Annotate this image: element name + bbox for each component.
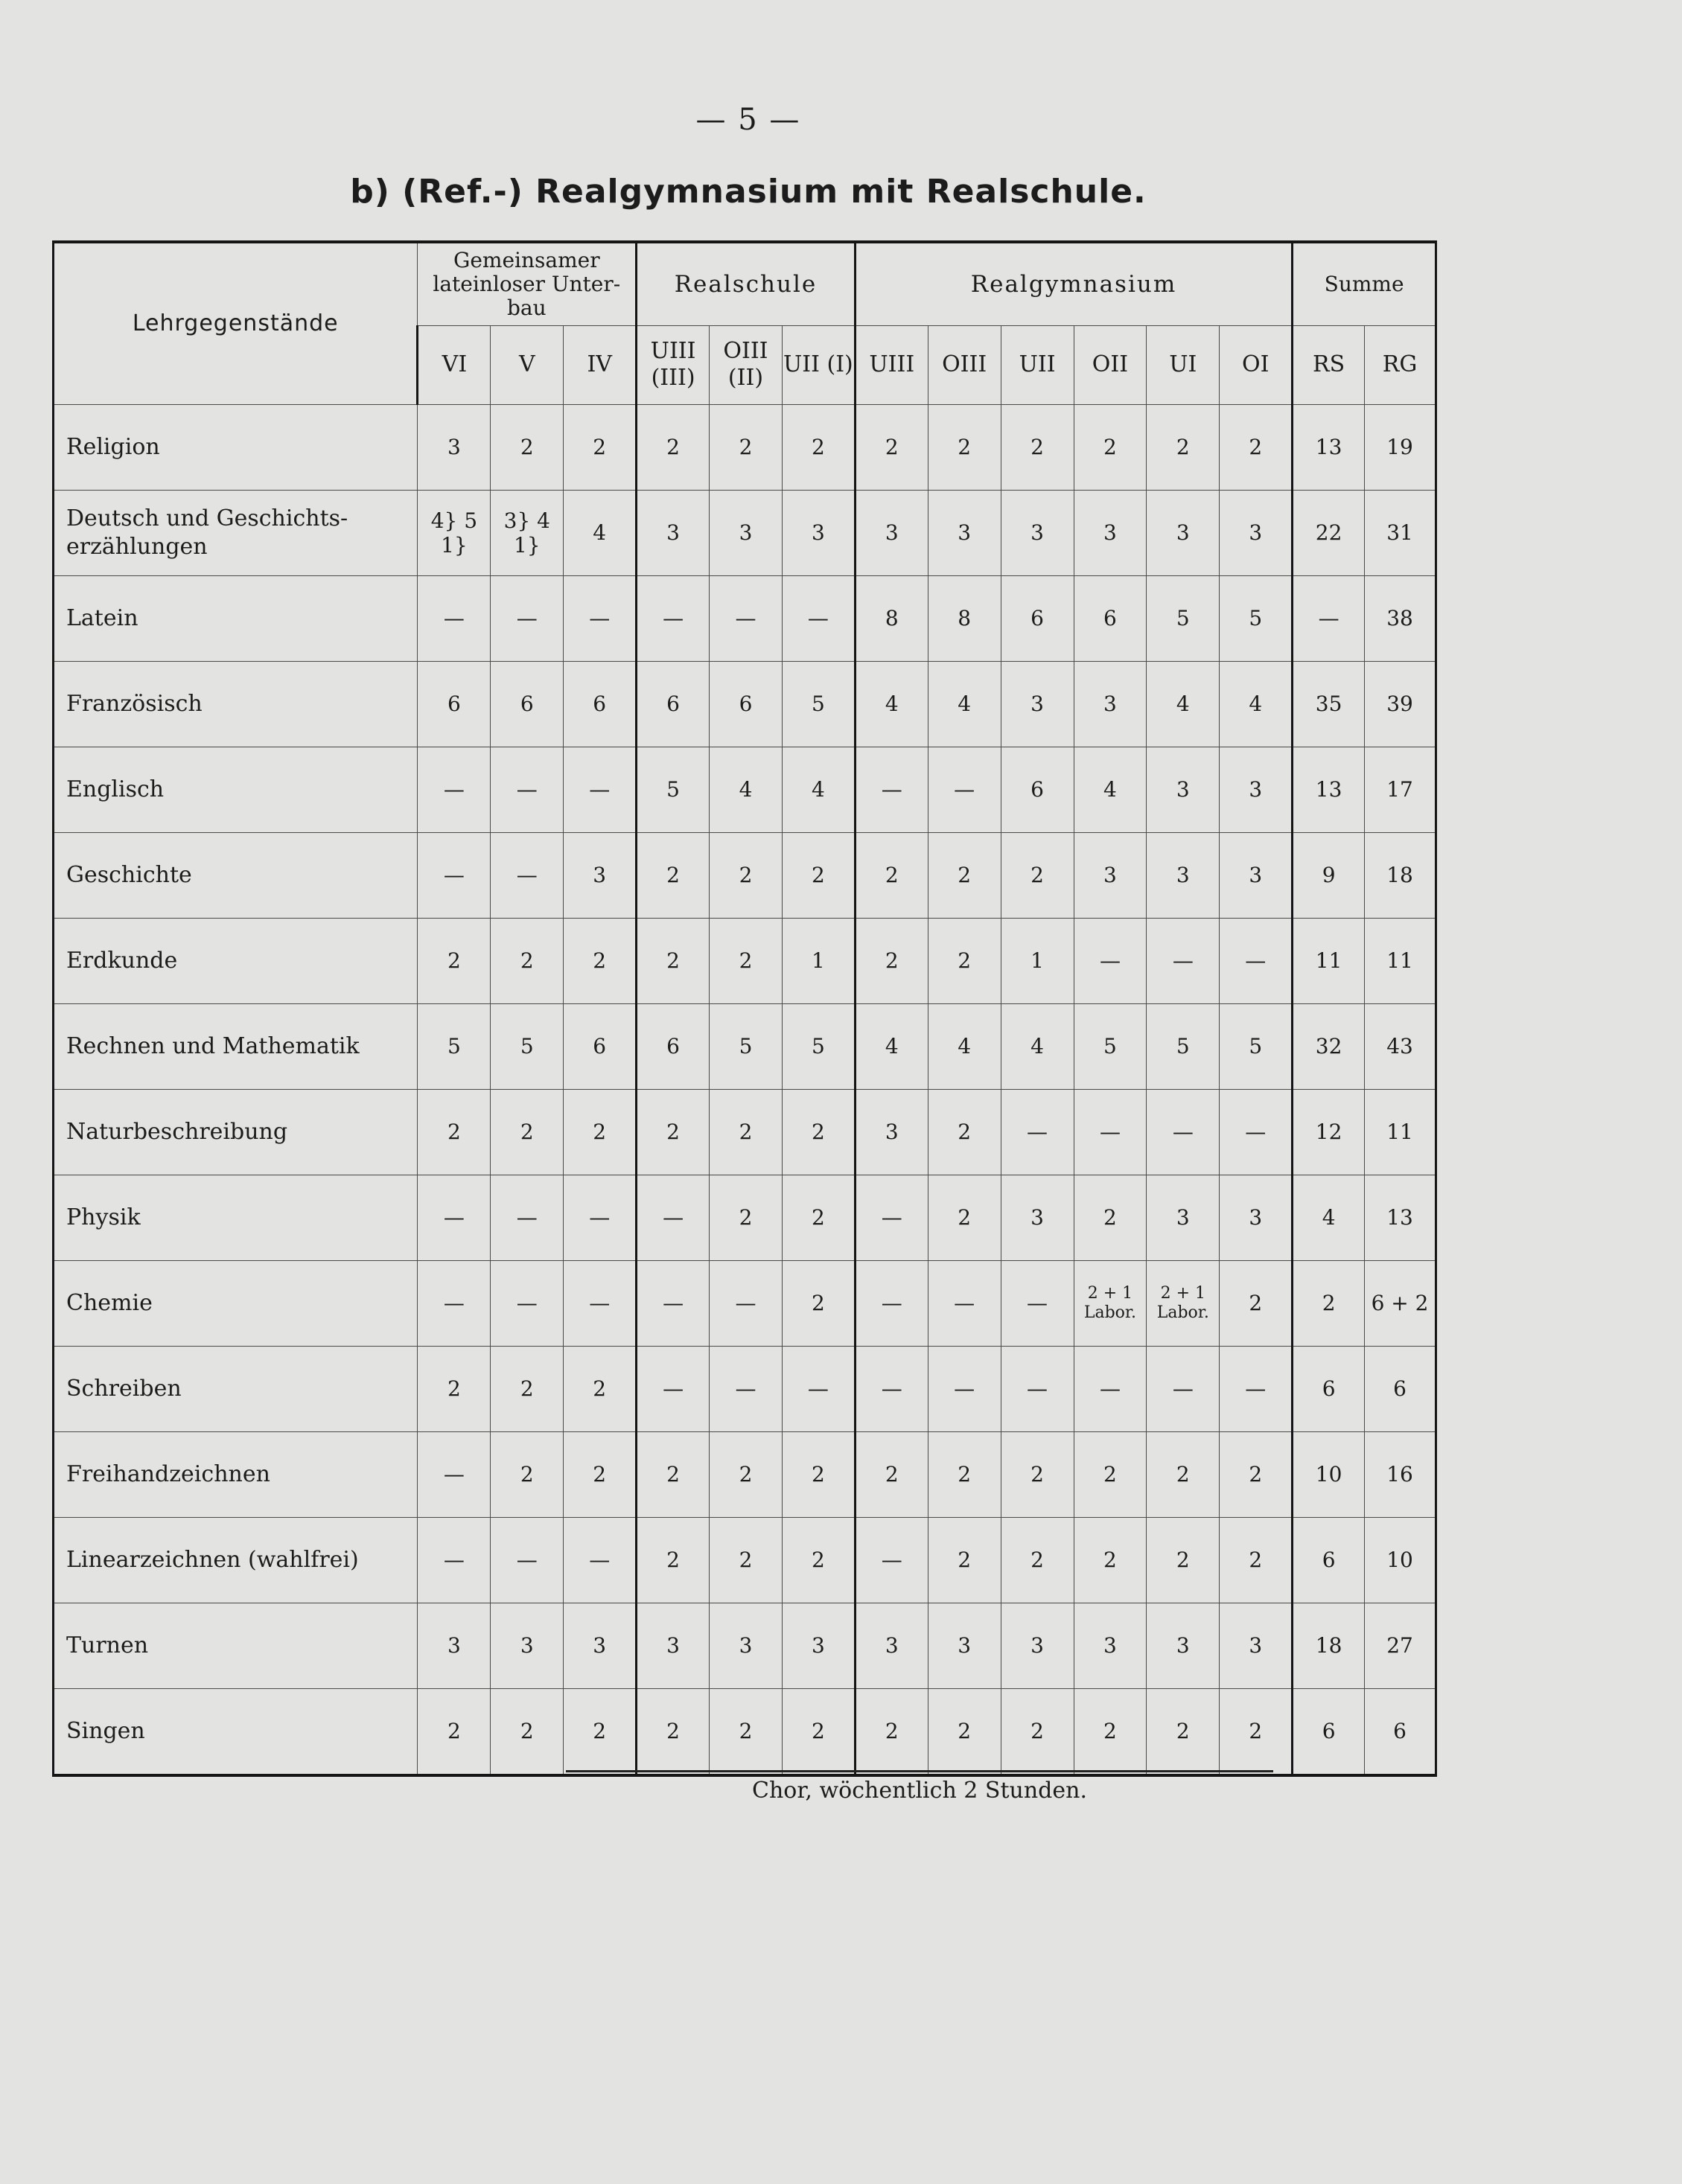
subject-label: Rechnen und Mathematik — [66, 1032, 360, 1059]
table-cell: — — [928, 1260, 1001, 1346]
subject-name — [54, 1688, 418, 1775]
table-cell: 4 — [782, 747, 855, 832]
table-cell: 2 — [418, 918, 491, 1003]
table-cell: — — [564, 575, 637, 661]
table-cell: 5 — [1147, 1003, 1220, 1089]
table-cell: 2 — [782, 1688, 855, 1775]
table-cell: 2 — [1220, 1688, 1293, 1775]
table-cell: 4 — [1147, 661, 1220, 747]
table-cell: — — [1220, 1346, 1293, 1431]
table-cell: 27 — [1365, 1603, 1436, 1688]
table-row — [54, 1431, 1436, 1517]
table-cell: 4 — [855, 661, 928, 747]
subheader-col: VI — [418, 325, 491, 404]
table-row — [54, 661, 1436, 747]
table-cell: 2 — [564, 1346, 637, 1431]
table-cell: 2 — [928, 918, 1001, 1003]
table-cell: — — [1001, 1089, 1074, 1175]
table-cell: — — [418, 575, 491, 661]
table-cell: 3 — [855, 1603, 928, 1688]
table-cell: 2 — [710, 1175, 783, 1260]
table-cell: 2 + 1 Labor. — [1147, 1260, 1220, 1346]
table-cell: 2 — [928, 1089, 1001, 1175]
table-cell: 5 — [782, 1003, 855, 1089]
table-cell: — — [782, 1346, 855, 1431]
table-cell: 3 — [782, 1603, 855, 1688]
table-cell: 3 — [637, 1603, 710, 1688]
table-cell: 2 — [1220, 1260, 1293, 1346]
table-cell: 2 — [637, 1431, 710, 1517]
subheader-col: OIII — [928, 325, 1001, 404]
table-cell: 6 — [1074, 575, 1147, 661]
table-cell: 5 — [1220, 1003, 1293, 1089]
header-group-summe: Summe — [1293, 242, 1436, 325]
table-cell: 2 — [564, 404, 637, 490]
table-cell: 6 — [1293, 1517, 1365, 1603]
table-cell: 2 — [928, 1688, 1001, 1775]
table-cell: 2 — [1147, 1688, 1220, 1775]
table-row — [54, 1089, 1436, 1175]
table-cell: 3} 4 1} — [491, 490, 564, 575]
table-cell: 2 — [782, 1260, 855, 1346]
subject-label: Deutsch und Geschichts-erzählungen — [66, 505, 348, 560]
table-cell: 3 — [418, 404, 491, 490]
table-cell: 2 — [564, 1431, 637, 1517]
table-cell: 6 + 2 — [1365, 1260, 1436, 1346]
table-cell: 12 — [1293, 1089, 1365, 1175]
table-cell: 2 — [637, 832, 710, 918]
table-cell: — — [855, 1260, 928, 1346]
table-cell: 8 — [928, 575, 1001, 661]
table-cell: 2 — [418, 1688, 491, 1775]
table-cell: 2 — [928, 1517, 1001, 1603]
subject-label: Chemie — [66, 1289, 153, 1316]
table-cell: 2 — [491, 1431, 564, 1517]
table-cell: 3 — [928, 490, 1001, 575]
table-cell: — — [637, 1260, 710, 1346]
subject-label: Singen — [66, 1717, 145, 1744]
table-cell: — — [1147, 918, 1220, 1003]
table-cell: 2 + 1 Labor. — [1074, 1260, 1147, 1346]
subject-name — [54, 1431, 418, 1517]
table-cell: 9 — [1293, 832, 1365, 918]
table-cell: 2 — [491, 1089, 564, 1175]
table-cell: 3 — [1001, 1175, 1074, 1260]
table-cell: 16 — [1365, 1431, 1436, 1517]
table-cell: — — [418, 1517, 491, 1603]
table-cell: 3 — [1147, 1603, 1220, 1688]
table-cell: 6 — [1293, 1688, 1365, 1775]
table-cell: 6 — [491, 661, 564, 747]
table-cell: 6 — [564, 1003, 637, 1089]
table-cell: 6 — [1293, 1346, 1365, 1431]
table-row — [54, 1346, 1436, 1431]
table-cell: 5 — [782, 661, 855, 747]
table-cell: 3 — [491, 1603, 564, 1688]
table-cell: 2 — [637, 1089, 710, 1175]
table-cell: — — [1220, 918, 1293, 1003]
table-cell: 4 — [710, 747, 783, 832]
table-cell: 18 — [1293, 1603, 1365, 1688]
subject-label: Freihandzeichnen — [66, 1460, 270, 1487]
table-cell: 2 — [782, 1517, 855, 1603]
table-cell: 3 — [1220, 1603, 1293, 1688]
table-cell: — — [1074, 918, 1147, 1003]
subheader-col: V — [491, 325, 564, 404]
header-group-realgymnasium: Realgymnasium — [855, 242, 1292, 325]
table-cell: 13 — [1293, 747, 1365, 832]
table-cell: 2 — [710, 404, 783, 490]
table-cell: 2 — [710, 1517, 783, 1603]
subject-label: Englisch — [66, 776, 165, 802]
table-cell: 39 — [1365, 661, 1436, 747]
table-cell: 4 — [1001, 1003, 1074, 1089]
table-row — [54, 1517, 1436, 1603]
table-cell: — — [637, 575, 710, 661]
table-cell: 2 — [1220, 1431, 1293, 1517]
table-row — [54, 1603, 1436, 1688]
table-cell: 2 — [710, 832, 783, 918]
subject-label: Latein — [66, 604, 138, 631]
subject-name — [54, 490, 418, 575]
table-cell: 5 — [1147, 575, 1220, 661]
table-cell: 10 — [1293, 1431, 1365, 1517]
table-cell: 2 — [782, 1089, 855, 1175]
table-cell: 3 — [1220, 490, 1293, 575]
table-cell: — — [1074, 1089, 1147, 1175]
table-cell: 3 — [710, 1603, 783, 1688]
table-cell: 2 — [1074, 1688, 1147, 1775]
table-cell: 35 — [1293, 661, 1365, 747]
table-cell: 3 — [1074, 832, 1147, 918]
table-cell: 2 — [1147, 1517, 1220, 1603]
table-cell: — — [855, 1175, 928, 1260]
subject-name — [54, 1603, 418, 1688]
table-cell: 2 — [928, 1175, 1001, 1260]
table-row — [54, 832, 1436, 918]
table-cell: 2 — [1147, 404, 1220, 490]
table-cell: 2 — [1293, 1260, 1365, 1346]
table-cell: 3 — [1147, 1175, 1220, 1260]
table-cell: 6 — [1365, 1346, 1436, 1431]
table-cell: — — [928, 747, 1001, 832]
table-cell: 4 — [855, 1003, 928, 1089]
table-cell: 4 — [1220, 661, 1293, 747]
table-cell: 5 — [1220, 575, 1293, 661]
table-cell: 4 — [928, 661, 1001, 747]
curriculum-table — [52, 240, 1437, 1777]
table-cell: — — [855, 747, 928, 832]
table-cell: 6 — [637, 661, 710, 747]
table-cell: 11 — [1365, 1089, 1436, 1175]
table-cell: — — [491, 832, 564, 918]
table-cell: 2 — [855, 832, 928, 918]
table-cell: 6 — [710, 661, 783, 747]
table-row — [54, 918, 1436, 1003]
table-cell: 5 — [1074, 1003, 1147, 1089]
table-cell: 2 — [782, 1431, 855, 1517]
table-cell: 2 — [928, 832, 1001, 918]
subject-name — [54, 575, 418, 661]
table-cell: — — [418, 1175, 491, 1260]
table-cell: — — [1147, 1346, 1220, 1431]
table-cell: 2 — [710, 1089, 783, 1175]
table-cell: 6 — [637, 1003, 710, 1089]
table-cell: 3 — [1147, 747, 1220, 832]
table-cell: 4} 5 1} — [418, 490, 491, 575]
table-cell: — — [491, 747, 564, 832]
table-cell: 3 — [1220, 832, 1293, 918]
table-cell: 2 — [855, 1688, 928, 1775]
table-cell: 5 — [637, 747, 710, 832]
subject-name — [54, 1175, 418, 1260]
table-cell: 2 — [637, 1688, 710, 1775]
subheader-col: OII — [1074, 325, 1147, 404]
subject-name — [54, 404, 418, 490]
table-cell: 2 — [491, 1346, 564, 1431]
table-cell: 6 — [1001, 747, 1074, 832]
table-cell: 3 — [1001, 1603, 1074, 1688]
footnote-chor: Chor, wöchentlich 2 Stunden. — [752, 1778, 1087, 1804]
subject-label: Schreiben — [66, 1375, 182, 1402]
table-cell: 18 — [1365, 832, 1436, 918]
table-cell: — — [418, 1260, 491, 1346]
table-cell: 13 — [1365, 1175, 1436, 1260]
table-cell: — — [491, 575, 564, 661]
table-cell: 3 — [1147, 490, 1220, 575]
table-cell: 2 — [491, 404, 564, 490]
table-cell: 2 — [1001, 1688, 1074, 1775]
table-cell: 2 — [1001, 1431, 1074, 1517]
table-cell: 38 — [1365, 575, 1436, 661]
table-row — [54, 1175, 1436, 1260]
subheader-col: UII — [1001, 325, 1074, 404]
table-cell: 11 — [1365, 918, 1436, 1003]
table-cell: 3 — [418, 1603, 491, 1688]
table-cell: 2 — [1074, 1431, 1147, 1517]
table-row — [54, 1688, 1436, 1775]
subject-label: Geschichte — [66, 861, 192, 888]
table-cell: 3 — [1220, 747, 1293, 832]
table-cell: — — [710, 575, 783, 661]
table-cell: 2 — [564, 1089, 637, 1175]
table-cell: 2 — [564, 918, 637, 1003]
table-cell: — — [491, 1175, 564, 1260]
table-cell: 3 — [1074, 661, 1147, 747]
table-cell: 2 — [710, 1431, 783, 1517]
table-cell: 2 — [710, 1688, 783, 1775]
table-cell: — — [564, 1260, 637, 1346]
subject-label: Turnen — [66, 1632, 149, 1658]
table-cell: — — [418, 832, 491, 918]
table-cell: 2 — [1147, 1431, 1220, 1517]
table-cell: 11 — [1293, 918, 1365, 1003]
table-cell: 22 — [1293, 490, 1365, 575]
subject-name — [54, 832, 418, 918]
table-cell: — — [855, 1346, 928, 1431]
table-cell: — — [418, 1431, 491, 1517]
subject-name — [54, 1089, 418, 1175]
table-cell: — — [564, 1517, 637, 1603]
table-cell: 3 — [637, 490, 710, 575]
subheader-col: IV — [564, 325, 637, 404]
table-cell: 2 — [1001, 404, 1074, 490]
table-row — [54, 404, 1436, 490]
subject-name — [54, 1003, 418, 1089]
table-cell: 2 — [491, 918, 564, 1003]
table-cell: 5 — [710, 1003, 783, 1089]
table-cell: 6 — [564, 661, 637, 747]
table-cell: 32 — [1293, 1003, 1365, 1089]
subject-label: Linearzeichnen (wahlfrei) — [66, 1546, 359, 1573]
table-cell: 3 — [1074, 1603, 1147, 1688]
table-cell: 2 — [710, 918, 783, 1003]
header-group-realschule: Realschule — [637, 242, 856, 325]
subheader-col: RS — [1293, 325, 1365, 404]
table-cell: 2 — [782, 832, 855, 918]
table-cell: 43 — [1365, 1003, 1436, 1089]
table-cell: — — [782, 575, 855, 661]
subject-label: Französisch — [66, 690, 203, 717]
table-cell: 5 — [418, 1003, 491, 1089]
table-cell: — — [418, 747, 491, 832]
table-cell: 3 — [782, 490, 855, 575]
table-cell: 2 — [1074, 1175, 1147, 1260]
table-cell: — — [1147, 1089, 1220, 1175]
table-cell: 13 — [1293, 404, 1365, 490]
table-cell: 2 — [928, 404, 1001, 490]
table-cell: 3 — [1001, 490, 1074, 575]
subheader-col: UI — [1147, 325, 1220, 404]
table-cell: 31 — [1365, 490, 1436, 575]
table-cell: 2 — [855, 404, 928, 490]
table-cell: 2 — [782, 404, 855, 490]
subheader-col: UII (I) — [782, 325, 855, 404]
subject-label: Physik — [66, 1204, 141, 1230]
table-cell: 2 — [637, 918, 710, 1003]
table-cell: 2 — [782, 1175, 855, 1260]
table-row — [54, 1003, 1436, 1089]
table-cell: 2 — [637, 1517, 710, 1603]
table-cell: 3 — [1147, 832, 1220, 918]
table-cell: 3 — [855, 1089, 928, 1175]
subheader-col: RG — [1365, 325, 1436, 404]
table-cell: 2 — [564, 1688, 637, 1775]
subheader-col: OIII (II) — [710, 325, 783, 404]
table-cell: 2 — [855, 918, 928, 1003]
table-cell: — — [564, 747, 637, 832]
table-cell: 5 — [491, 1003, 564, 1089]
table-cell: — — [928, 1346, 1001, 1431]
table-cell: 2 — [1074, 1517, 1147, 1603]
table-cell: 8 — [855, 575, 928, 661]
table-cell: — — [564, 1175, 637, 1260]
subject-name — [54, 1517, 418, 1603]
table-cell: — — [710, 1260, 783, 1346]
table-cell: 3 — [1220, 1175, 1293, 1260]
table-cell: 2 — [418, 1089, 491, 1175]
table-row — [54, 1260, 1436, 1346]
table-cell: 2 — [1220, 1517, 1293, 1603]
table-cell: 2 — [1074, 404, 1147, 490]
table-cell: 2 — [418, 1346, 491, 1431]
table-cell: — — [491, 1517, 564, 1603]
page-number: — 5 — — [695, 103, 801, 137]
table-cell: 3 — [1001, 661, 1074, 747]
table-cell: 4 — [564, 490, 637, 575]
header-group-unterbau: Gemeinsamer lateinloser Unter-bau — [418, 242, 637, 325]
table-cell: — — [710, 1346, 783, 1431]
table-cell: 4 — [1293, 1175, 1365, 1260]
table-cell: 2 — [1001, 1517, 1074, 1603]
table-cell: — — [855, 1517, 928, 1603]
table-cell: — — [1074, 1346, 1147, 1431]
subheader-col: OI — [1220, 325, 1293, 404]
table-cell: 6 — [418, 661, 491, 747]
table-cell: 3 — [928, 1603, 1001, 1688]
table-cell: 17 — [1365, 747, 1436, 832]
table-cell: 6 — [1001, 575, 1074, 661]
table-cell: 3 — [710, 490, 783, 575]
table-cell: 4 — [1074, 747, 1147, 832]
table-cell: 2 — [1001, 832, 1074, 918]
subject-label: Religion — [66, 433, 160, 460]
table-cell: 3 — [564, 1603, 637, 1688]
table-row — [54, 747, 1436, 832]
table-cell: 19 — [1365, 404, 1436, 490]
table-cell: 2 — [637, 404, 710, 490]
table-cell: 3 — [564, 832, 637, 918]
subheader-col: UIII — [855, 325, 928, 404]
table-cell: — — [1001, 1346, 1074, 1431]
table-cell: 10 — [1365, 1517, 1436, 1603]
subject-name — [54, 661, 418, 747]
subheader-col: UIII (III) — [637, 325, 710, 404]
table-cell: — — [1001, 1260, 1074, 1346]
table-cell: — — [637, 1346, 710, 1431]
table-cell: 2 — [928, 1431, 1001, 1517]
table-row — [54, 575, 1436, 661]
header-subjects: Lehrgegenstände — [54, 242, 418, 404]
subject-name — [54, 747, 418, 832]
table-cell: — — [491, 1260, 564, 1346]
table-cell: 1 — [782, 918, 855, 1003]
subject-name — [54, 1260, 418, 1346]
table-row — [54, 490, 1436, 575]
subject-name — [54, 918, 418, 1003]
table-cell: 3 — [1074, 490, 1147, 575]
subject-label: Erdkunde — [66, 947, 178, 974]
subject-label: Naturbeschreibung — [66, 1118, 288, 1145]
table-cell: 1 — [1001, 918, 1074, 1003]
table-cell: 4 — [928, 1003, 1001, 1089]
table-cell: 6 — [1365, 1688, 1436, 1775]
table-cell: — — [1293, 575, 1365, 661]
table-cell: 2 — [491, 1688, 564, 1775]
page-title: b) (Ref.-) Realgymnasium mit Realschule. — [350, 173, 1147, 211]
chor-brace — [566, 1770, 1273, 1772]
subject-name — [54, 1346, 418, 1431]
table-cell: — — [637, 1175, 710, 1260]
table-cell: — — [1220, 1089, 1293, 1175]
table-cell: 3 — [855, 490, 928, 575]
table-cell: 2 — [855, 1431, 928, 1517]
table-cell: 2 — [1220, 404, 1293, 490]
